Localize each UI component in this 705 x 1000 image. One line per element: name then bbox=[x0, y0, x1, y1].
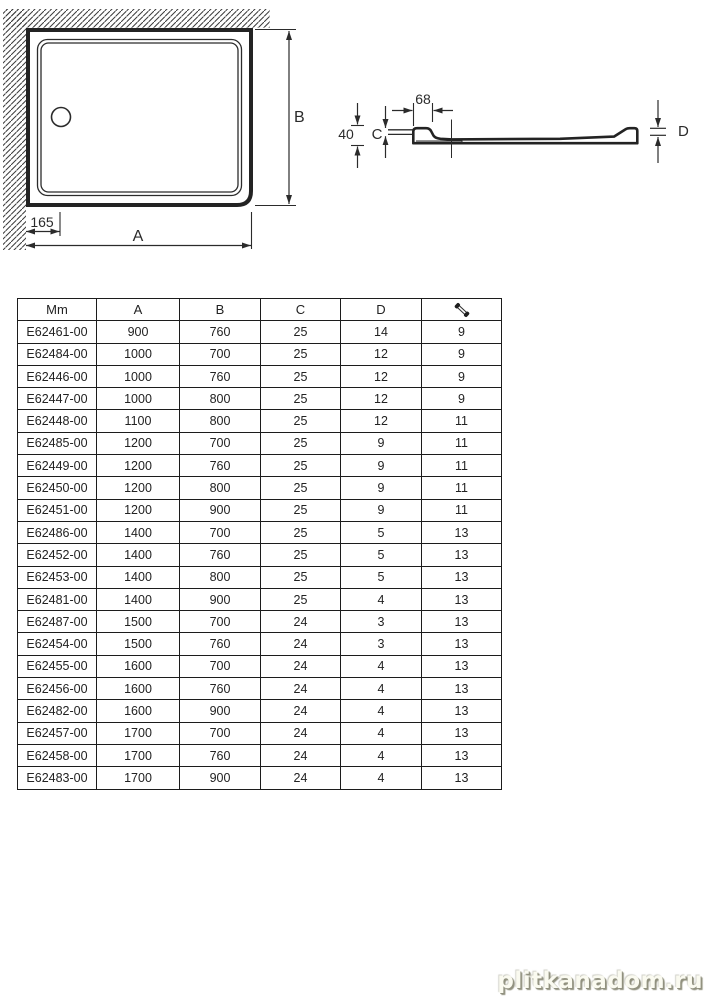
cell-b: 760 bbox=[180, 544, 261, 566]
drain-circle bbox=[52, 108, 71, 127]
cell-code: E62448-00 bbox=[18, 410, 97, 432]
cell-weight: 11 bbox=[422, 432, 502, 454]
cell-weight: 9 bbox=[422, 388, 502, 410]
cell-weight: 13 bbox=[422, 767, 502, 789]
cell-c: 25 bbox=[261, 321, 341, 343]
cell-weight: 11 bbox=[422, 477, 502, 499]
cell-b: 700 bbox=[180, 655, 261, 677]
cell-a: 1400 bbox=[97, 521, 180, 543]
wall-hatch-top bbox=[6, 9, 270, 28]
cell-b: 900 bbox=[180, 767, 261, 789]
header-a: A bbox=[97, 299, 180, 321]
cell-b: 760 bbox=[180, 744, 261, 766]
cell-a: 1400 bbox=[97, 566, 180, 588]
cell-a: 1600 bbox=[97, 700, 180, 722]
cell-c: 25 bbox=[261, 544, 341, 566]
table-row bbox=[18, 499, 502, 521]
cell-a: 1500 bbox=[97, 611, 180, 633]
table-row bbox=[18, 432, 502, 454]
cell-c: 24 bbox=[261, 633, 341, 655]
cell-d: 4 bbox=[341, 722, 422, 744]
cell-b: 700 bbox=[180, 432, 261, 454]
cell-a: 1500 bbox=[97, 633, 180, 655]
cell-weight: 11 bbox=[422, 499, 502, 521]
dim-165-label: 165 bbox=[30, 214, 54, 230]
table-row bbox=[18, 477, 502, 499]
cell-d: 9 bbox=[341, 455, 422, 477]
cell-code: E62453-00 bbox=[18, 566, 97, 588]
cell-d: 5 bbox=[341, 566, 422, 588]
cell-weight: 13 bbox=[422, 633, 502, 655]
cell-weight: 13 bbox=[422, 744, 502, 766]
cell-code: E62481-00 bbox=[18, 588, 97, 610]
table-row bbox=[18, 544, 502, 566]
cell-c: 25 bbox=[261, 521, 341, 543]
cell-c: 25 bbox=[261, 410, 341, 432]
cell-d: 4 bbox=[341, 655, 422, 677]
cell-code: E62455-00 bbox=[18, 655, 97, 677]
cell-code: E62446-00 bbox=[18, 365, 97, 387]
cell-code: E62457-00 bbox=[18, 722, 97, 744]
table-row bbox=[18, 521, 502, 543]
cell-weight: 9 bbox=[422, 343, 502, 365]
table-row bbox=[18, 633, 502, 655]
header-d: D bbox=[341, 299, 422, 321]
dim-68-label: 68 bbox=[415, 91, 431, 107]
cell-c: 25 bbox=[261, 432, 341, 454]
cell-a: 1700 bbox=[97, 767, 180, 789]
header-weight bbox=[422, 299, 502, 321]
cell-b: 900 bbox=[180, 499, 261, 521]
cell-b: 760 bbox=[180, 365, 261, 387]
cell-d: 5 bbox=[341, 544, 422, 566]
cell-weight: 13 bbox=[422, 678, 502, 700]
table-row bbox=[18, 744, 502, 766]
cell-d: 5 bbox=[341, 521, 422, 543]
cell-b: 760 bbox=[180, 321, 261, 343]
cell-weight: 11 bbox=[422, 410, 502, 432]
cell-weight: 13 bbox=[422, 722, 502, 744]
cell-a: 1200 bbox=[97, 499, 180, 521]
table-row bbox=[18, 343, 502, 365]
table-row bbox=[18, 722, 502, 744]
cell-b: 800 bbox=[180, 477, 261, 499]
cell-code: E62450-00 bbox=[18, 477, 97, 499]
cell-a: 1700 bbox=[97, 744, 180, 766]
cell-c: 24 bbox=[261, 700, 341, 722]
cell-b: 800 bbox=[180, 388, 261, 410]
cell-d: 3 bbox=[341, 633, 422, 655]
cell-code: E62452-00 bbox=[18, 544, 97, 566]
cell-d: 12 bbox=[341, 365, 422, 387]
wall-hatch-left bbox=[3, 9, 26, 250]
cell-b: 760 bbox=[180, 455, 261, 477]
table-row bbox=[18, 678, 502, 700]
cell-c: 24 bbox=[261, 611, 341, 633]
cell-b: 900 bbox=[180, 588, 261, 610]
cell-d: 9 bbox=[341, 477, 422, 499]
cell-weight: 13 bbox=[422, 544, 502, 566]
cell-code: E62454-00 bbox=[18, 633, 97, 655]
dimensions-table bbox=[17, 298, 502, 790]
cell-code: E62461-00 bbox=[18, 321, 97, 343]
cell-c: 24 bbox=[261, 744, 341, 766]
cell-code: E62485-00 bbox=[18, 432, 97, 454]
cell-a: 1200 bbox=[97, 477, 180, 499]
cell-b: 800 bbox=[180, 410, 261, 432]
table-row bbox=[18, 410, 502, 432]
cell-weight: 13 bbox=[422, 521, 502, 543]
dim-a-label: A bbox=[132, 228, 144, 245]
cell-weight: 13 bbox=[422, 611, 502, 633]
cell-a: 1600 bbox=[97, 678, 180, 700]
cell-code: E62458-00 bbox=[18, 744, 97, 766]
cell-c: 25 bbox=[261, 477, 341, 499]
watermark: plitkanadom.ru bbox=[497, 968, 703, 994]
cell-weight: 9 bbox=[422, 365, 502, 387]
cell-weight: 13 bbox=[422, 588, 502, 610]
cell-weight: 13 bbox=[422, 566, 502, 588]
cell-a: 1100 bbox=[97, 410, 180, 432]
cell-d: 12 bbox=[341, 410, 422, 432]
cell-b: 760 bbox=[180, 678, 261, 700]
cell-b: 700 bbox=[180, 611, 261, 633]
cell-a: 1200 bbox=[97, 455, 180, 477]
cell-weight: 9 bbox=[422, 321, 502, 343]
dim-b-label: B bbox=[294, 109, 305, 126]
cell-code: E62482-00 bbox=[18, 700, 97, 722]
cell-c: 24 bbox=[261, 722, 341, 744]
table-row bbox=[18, 655, 502, 677]
cell-d: 4 bbox=[341, 678, 422, 700]
cell-b: 800 bbox=[180, 566, 261, 588]
cell-weight: 13 bbox=[422, 655, 502, 677]
cell-d: 14 bbox=[341, 321, 422, 343]
cell-b: 900 bbox=[180, 700, 261, 722]
cell-code: E62451-00 bbox=[18, 499, 97, 521]
cell-code: E62484-00 bbox=[18, 343, 97, 365]
cell-a: 1200 bbox=[97, 432, 180, 454]
dumbbell-weight-icon bbox=[451, 301, 473, 319]
header-code: Mm bbox=[18, 299, 97, 321]
cell-c: 25 bbox=[261, 343, 341, 365]
dim-c-label: C bbox=[371, 126, 383, 143]
cell-c: 25 bbox=[261, 499, 341, 521]
cell-c: 25 bbox=[261, 365, 341, 387]
cell-c: 25 bbox=[261, 388, 341, 410]
cell-c: 24 bbox=[261, 678, 341, 700]
cell-weight: 13 bbox=[422, 700, 502, 722]
cell-d: 4 bbox=[341, 767, 422, 789]
cell-b: 760 bbox=[180, 633, 261, 655]
cell-c: 25 bbox=[261, 588, 341, 610]
cell-a: 1400 bbox=[97, 588, 180, 610]
cell-a: 1400 bbox=[97, 544, 180, 566]
table-row bbox=[18, 767, 502, 789]
header-c: C bbox=[261, 299, 341, 321]
cell-d: 4 bbox=[341, 700, 422, 722]
table-row bbox=[18, 611, 502, 633]
cell-d: 3 bbox=[341, 611, 422, 633]
table-row bbox=[18, 566, 502, 588]
cell-c: 25 bbox=[261, 566, 341, 588]
technical-drawing bbox=[0, 0, 705, 262]
cell-d: 12 bbox=[341, 388, 422, 410]
dim-40-label: 40 bbox=[338, 126, 354, 142]
cell-c: 24 bbox=[261, 655, 341, 677]
cell-a: 1000 bbox=[97, 365, 180, 387]
cell-a: 1000 bbox=[97, 343, 180, 365]
table-row bbox=[18, 455, 502, 477]
table-row bbox=[18, 365, 502, 387]
cell-weight: 11 bbox=[422, 455, 502, 477]
table-row bbox=[18, 588, 502, 610]
cell-c: 25 bbox=[261, 455, 341, 477]
dim-d-label: D bbox=[678, 123, 689, 140]
cell-d: 9 bbox=[341, 499, 422, 521]
cell-code: E62447-00 bbox=[18, 388, 97, 410]
cell-b: 700 bbox=[180, 343, 261, 365]
cell-d: 4 bbox=[341, 588, 422, 610]
cell-d: 4 bbox=[341, 744, 422, 766]
table-row bbox=[18, 700, 502, 722]
cell-d: 12 bbox=[341, 343, 422, 365]
cell-a: 900 bbox=[97, 321, 180, 343]
cell-c: 24 bbox=[261, 767, 341, 789]
cell-b: 700 bbox=[180, 521, 261, 543]
cell-code: E62449-00 bbox=[18, 455, 97, 477]
cell-a: 1000 bbox=[97, 388, 180, 410]
cell-d: 9 bbox=[341, 432, 422, 454]
cell-code: E62456-00 bbox=[18, 678, 97, 700]
table-header-row bbox=[18, 299, 502, 321]
cell-b: 700 bbox=[180, 722, 261, 744]
table-row bbox=[18, 321, 502, 343]
cell-a: 1700 bbox=[97, 722, 180, 744]
table-row bbox=[18, 388, 502, 410]
header-b: B bbox=[180, 299, 261, 321]
cell-code: E62487-00 bbox=[18, 611, 97, 633]
cell-a: 1600 bbox=[97, 655, 180, 677]
cell-code: E62486-00 bbox=[18, 521, 97, 543]
table-body bbox=[18, 321, 502, 789]
cell-code: E62483-00 bbox=[18, 767, 97, 789]
